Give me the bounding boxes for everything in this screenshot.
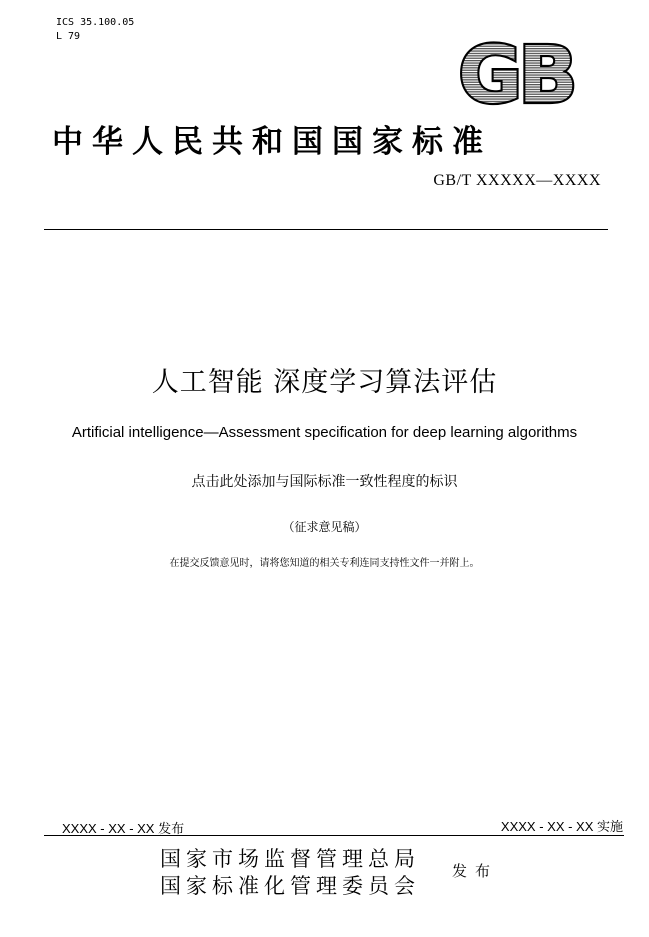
- conformity-mark[interactable]: 点击此处添加与国际标准一致性程度的标识: [191, 474, 458, 490]
- publish-label: 发布: [452, 862, 499, 880]
- ccs-code: L 79: [56, 31, 81, 42]
- document-title-cn: 人工智能 深度学习算法评估: [151, 367, 498, 398]
- issue-date: XXXX - XX - XX 发布: [62, 821, 185, 836]
- header-divider: [44, 229, 608, 230]
- patent-notice: 在提交反馈意见时，请将您知道的相关专利连同支持性文件一并附上。: [169, 558, 480, 569]
- issuer-sac: 国家标准化管理委员会: [160, 874, 420, 898]
- ics-code: ICS 35.100.05: [56, 17, 135, 28]
- draft-label: （征求意见稿）: [282, 520, 367, 534]
- gb-logo-text: GB: [458, 36, 574, 108]
- issuer-samr: 国家市场监督管理总局: [160, 847, 420, 871]
- issuing-authorities: [160, 846, 420, 900]
- gb-logo: [446, 36, 586, 108]
- country-standard-title: 中华人民共和国国家标准: [52, 124, 492, 160]
- document-title-en: Artificial intelligence—Assessment specification for deep learning algorithms: [71, 424, 578, 441]
- standard-number: GB/T XXXXX—XXXX: [433, 172, 601, 189]
- implementation-date: XXXX - XX - XX 实施: [500, 819, 623, 834]
- classification-codes: [56, 16, 134, 44]
- footer-divider: [44, 835, 624, 836]
